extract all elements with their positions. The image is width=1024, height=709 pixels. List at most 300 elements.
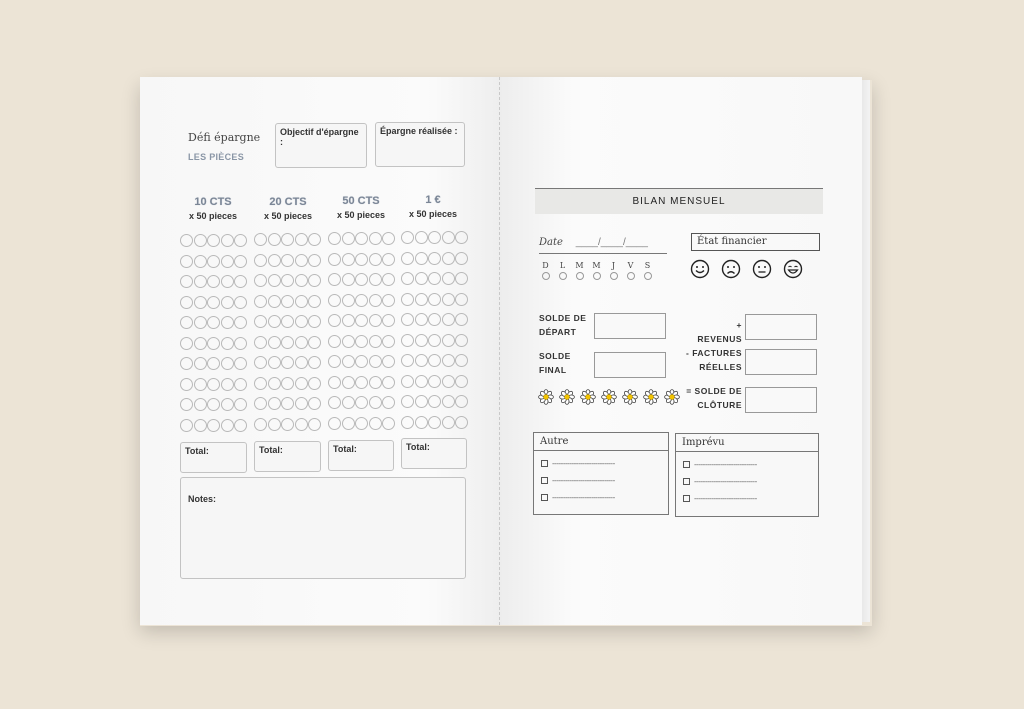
coin-circle[interactable]	[355, 335, 368, 348]
coin-circle[interactable]	[455, 375, 468, 388]
coin-circle[interactable]	[194, 296, 207, 309]
coin-circle[interactable]	[194, 316, 207, 329]
coin-circle[interactable]	[455, 272, 468, 285]
coin-circle[interactable]	[442, 375, 455, 388]
list-item[interactable]	[541, 476, 668, 485]
coin-circle[interactable]	[442, 354, 455, 367]
flower-row	[538, 389, 680, 405]
coin-circle[interactable]	[207, 357, 220, 370]
coin-circle[interactable]	[355, 232, 368, 245]
financial-state-label-box: État financier	[691, 233, 820, 251]
coin-circle[interactable]	[455, 313, 468, 326]
closing-balance-line1: = SOLDE DE	[686, 386, 742, 396]
coin-grid-50cts	[328, 232, 395, 430]
coin-circle[interactable]	[342, 376, 355, 389]
coin-circle[interactable]	[442, 416, 455, 429]
coin-circle[interactable]	[401, 395, 414, 408]
coin-circle[interactable]	[369, 314, 382, 327]
list-item[interactable]	[541, 459, 668, 468]
income-field[interactable]	[745, 314, 817, 340]
coin-circle[interactable]	[355, 294, 368, 307]
coin-circle[interactable]	[221, 337, 234, 350]
denomination-label: 10 CTS	[194, 196, 232, 208]
coin-circle[interactable]	[268, 356, 281, 369]
coin-circle[interactable]	[207, 296, 220, 309]
coin-circle[interactable]	[221, 316, 234, 329]
coin-circle[interactable]	[442, 293, 455, 306]
flower-icon[interactable]	[580, 389, 596, 405]
day-thursday[interactable]	[608, 261, 619, 280]
total-label: Total:	[333, 444, 357, 454]
coin-circle[interactable]	[234, 275, 247, 288]
coin-circle[interactable]	[268, 397, 281, 410]
coin-circle[interactable]	[281, 418, 294, 431]
coin-circle[interactable]	[268, 274, 281, 287]
coin-circle[interactable]	[281, 336, 294, 349]
coin-circle[interactable]	[295, 254, 308, 267]
coin-circle[interactable]	[234, 398, 247, 411]
day-monday[interactable]	[557, 261, 568, 280]
coin-circle[interactable]	[401, 272, 414, 285]
coin-circle[interactable]	[308, 274, 321, 287]
savings-achieved-box[interactable]	[375, 122, 465, 167]
coin-circle[interactable]	[180, 398, 193, 411]
coin-circle[interactable]	[428, 231, 441, 244]
starting-balance-line2: DÉPART	[539, 327, 577, 337]
coin-circle[interactable]	[254, 295, 267, 308]
coin-circle[interactable]	[254, 315, 267, 328]
coin-circle[interactable]	[382, 232, 395, 245]
coin-circle[interactable]	[221, 234, 234, 247]
coin-circle[interactable]	[328, 376, 341, 389]
coin-circle[interactable]	[382, 355, 395, 368]
bills-line1: - FACTURES	[686, 348, 742, 358]
coin-circle[interactable]	[295, 315, 308, 328]
coin-circle[interactable]	[234, 234, 247, 247]
day-wednesday[interactable]	[591, 261, 602, 280]
coin-circle[interactable]	[382, 294, 395, 307]
coin-circle[interactable]	[180, 234, 193, 247]
happy-face-icon[interactable]	[690, 259, 710, 279]
coin-circle[interactable]	[442, 334, 455, 347]
coin-circle[interactable]	[342, 396, 355, 409]
checkbox-icon[interactable]	[541, 460, 548, 467]
coin-circle[interactable]	[207, 419, 220, 432]
notes-box[interactable]	[180, 477, 466, 579]
coin-circle[interactable]	[355, 273, 368, 286]
flower-icon[interactable]	[643, 389, 659, 405]
other-list-box	[533, 432, 669, 515]
savings-goal-box[interactable]	[275, 123, 367, 168]
coin-circle[interactable]	[194, 275, 207, 288]
income-label: + REVENUS	[697, 320, 742, 344]
coin-circle[interactable]	[221, 255, 234, 268]
list-line: -----------------------------	[552, 476, 615, 485]
starting-balance-field[interactable]	[594, 313, 666, 339]
coin-circle[interactable]	[268, 336, 281, 349]
coin-circle[interactable]	[254, 233, 267, 246]
coin-grid-10cts	[180, 234, 247, 432]
coin-circle[interactable]	[428, 354, 441, 367]
coin-circle[interactable]	[328, 335, 341, 348]
total-box-10cts[interactable]	[180, 442, 247, 473]
coin-circle[interactable]	[268, 254, 281, 267]
coin-circle[interactable]	[308, 233, 321, 246]
quantity-label: x 50 pieces	[336, 210, 386, 220]
coin-circle[interactable]	[355, 376, 368, 389]
coin-circle[interactable]	[415, 395, 428, 408]
coin-circle[interactable]	[401, 354, 414, 367]
coin-circle[interactable]	[355, 355, 368, 368]
coin-circle[interactable]	[415, 416, 428, 429]
flower-icon[interactable]	[601, 389, 617, 405]
coin-circle[interactable]	[254, 254, 267, 267]
coin-circle[interactable]	[254, 274, 267, 287]
coin-circle[interactable]	[342, 253, 355, 266]
coin-circle[interactable]	[442, 313, 455, 326]
checkbox-icon[interactable]	[683, 461, 690, 468]
coin-circle[interactable]	[308, 377, 321, 390]
coin-circle[interactable]	[455, 334, 468, 347]
coin-circle[interactable]	[342, 417, 355, 430]
coin-circle[interactable]	[308, 315, 321, 328]
day-tuesday[interactable]	[574, 261, 585, 280]
book-spine	[499, 77, 502, 625]
coin-circle[interactable]	[308, 254, 321, 267]
sad-face-icon[interactable]	[721, 259, 741, 279]
coin-circle[interactable]	[455, 252, 468, 265]
coin-circle[interactable]	[382, 396, 395, 409]
coin-circle[interactable]	[342, 273, 355, 286]
day-dot	[627, 272, 635, 280]
coin-circle[interactable]	[308, 336, 321, 349]
coin-circle[interactable]	[401, 416, 414, 429]
coin-circle[interactable]	[295, 397, 308, 410]
bills-label	[680, 346, 742, 374]
coin-circle[interactable]	[221, 296, 234, 309]
checkbox-icon[interactable]	[683, 495, 690, 502]
coin-circle[interactable]	[207, 234, 220, 247]
coin-circle[interactable]	[428, 395, 441, 408]
coin-circle[interactable]	[455, 354, 468, 367]
coin-circle[interactable]	[180, 296, 193, 309]
day-dot	[542, 272, 550, 280]
coin-circle[interactable]	[442, 272, 455, 285]
coin-circle[interactable]	[355, 417, 368, 430]
coin-circle[interactable]	[342, 335, 355, 348]
coin-circle[interactable]	[281, 397, 294, 410]
day-letter: D	[542, 261, 549, 270]
coin-circle[interactable]	[207, 378, 220, 391]
savings-achieved-label: Épargne réalisée :	[380, 126, 458, 136]
coin-circle[interactable]	[194, 357, 207, 370]
coin-circle[interactable]	[207, 255, 220, 268]
savings-goal-label: Objectif d'épargne :	[280, 127, 359, 147]
flower-icon[interactable]	[559, 389, 575, 405]
unexpected-list-box	[675, 433, 819, 517]
coin-circle[interactable]	[415, 252, 428, 265]
starting-balance-line1: SOLDE DE	[539, 313, 587, 323]
coin-circle[interactable]	[180, 337, 193, 350]
coin-circle[interactable]	[221, 275, 234, 288]
coin-circle[interactable]	[281, 295, 294, 308]
coin-circle[interactable]	[369, 232, 382, 245]
coin-circle[interactable]	[180, 378, 193, 391]
coin-circle[interactable]	[268, 233, 281, 246]
coin-circle[interactable]	[194, 234, 207, 247]
coin-circle[interactable]	[328, 232, 341, 245]
list-item[interactable]	[683, 494, 818, 503]
column-header-50cts	[325, 195, 397, 220]
coin-circle[interactable]	[268, 295, 281, 308]
coin-circle[interactable]	[415, 375, 428, 388]
coin-circle[interactable]	[254, 377, 267, 390]
final-balance-line2: FINAL	[539, 365, 567, 375]
list-item[interactable]	[541, 493, 668, 502]
coin-circle[interactable]	[428, 416, 441, 429]
list-line: -----------------------------	[694, 494, 757, 503]
challenge-subtitle: LES PIÈCES	[188, 152, 245, 162]
coin-circle[interactable]	[369, 355, 382, 368]
coin-circle[interactable]	[428, 375, 441, 388]
coin-circle[interactable]	[328, 273, 341, 286]
coin-circle[interactable]	[382, 376, 395, 389]
closing-balance-label	[680, 384, 742, 412]
coin-circle[interactable]	[328, 253, 341, 266]
coin-circle[interactable]	[254, 336, 267, 349]
quantity-label: x 50 pieces	[408, 209, 458, 219]
coin-circle[interactable]	[401, 293, 414, 306]
coin-circle[interactable]	[281, 274, 294, 287]
coin-circle[interactable]	[369, 396, 382, 409]
date-underline	[539, 253, 667, 254]
coin-circle[interactable]	[281, 356, 294, 369]
final-balance-field[interactable]	[594, 352, 666, 378]
list-line: -----------------------------	[694, 477, 757, 486]
coin-circle[interactable]	[194, 255, 207, 268]
coin-circle[interactable]	[415, 272, 428, 285]
coin-circle[interactable]	[221, 357, 234, 370]
coin-circle[interactable]	[428, 272, 441, 285]
column-header-10cts	[177, 196, 249, 221]
date-field[interactable]	[539, 237, 648, 248]
coin-circle[interactable]	[442, 231, 455, 244]
coin-circle[interactable]	[415, 334, 428, 347]
coin-circle[interactable]	[295, 418, 308, 431]
coin-circle[interactable]	[194, 398, 207, 411]
coin-circle[interactable]	[355, 253, 368, 266]
coin-circle[interactable]	[295, 377, 308, 390]
coin-circle[interactable]	[268, 315, 281, 328]
coin-circle[interactable]	[382, 335, 395, 348]
coin-circle[interactable]	[369, 273, 382, 286]
coin-circle[interactable]	[281, 254, 294, 267]
closing-balance-line2: CLÔTURE	[697, 400, 742, 410]
total-box-20cts[interactable]	[254, 441, 321, 472]
coin-circle[interactable]	[295, 274, 308, 287]
coin-grid-1euro	[401, 231, 468, 429]
coin-circle[interactable]	[234, 357, 247, 370]
denomination-label: 20 CTS	[269, 196, 307, 208]
coin-circle[interactable]	[369, 376, 382, 389]
coin-circle[interactable]	[342, 355, 355, 368]
coin-circle[interactable]	[295, 295, 308, 308]
day-letter: S	[644, 261, 651, 270]
grinning-face-icon[interactable]	[783, 259, 803, 279]
coin-circle[interactable]	[234, 296, 247, 309]
coin-circle[interactable]	[234, 316, 247, 329]
coin-circle[interactable]	[180, 255, 193, 268]
coin-circle[interactable]	[234, 419, 247, 432]
coin-circle[interactable]	[295, 356, 308, 369]
final-balance-label	[539, 349, 571, 377]
coin-circle[interactable]	[382, 273, 395, 286]
coin-circle[interactable]	[382, 417, 395, 430]
total-box-1euro[interactable]	[401, 438, 467, 469]
coin-circle[interactable]	[369, 253, 382, 266]
coin-circle[interactable]	[328, 314, 341, 327]
coin-circle[interactable]	[382, 314, 395, 327]
day-dot	[610, 272, 618, 280]
coin-circle[interactable]	[180, 316, 193, 329]
bills-field[interactable]	[745, 349, 817, 375]
coin-circle[interactable]	[382, 253, 395, 266]
coin-circle[interactable]	[342, 294, 355, 307]
coin-circle[interactable]	[268, 418, 281, 431]
coin-circle[interactable]	[194, 378, 207, 391]
notes-label: Notes:	[188, 494, 217, 504]
coin-circle[interactable]	[415, 231, 428, 244]
checkbox-icon[interactable]	[683, 478, 690, 485]
neutral-face-icon[interactable]	[752, 259, 772, 279]
coin-circle[interactable]	[308, 418, 321, 431]
checkbox-icon[interactable]	[541, 477, 548, 484]
coin-circle[interactable]	[428, 334, 441, 347]
day-dot	[593, 272, 601, 280]
coin-circle[interactable]	[308, 397, 321, 410]
denomination-label: 1 €	[425, 194, 441, 206]
coin-circle[interactable]	[295, 336, 308, 349]
coin-circle[interactable]	[281, 377, 294, 390]
coin-circle[interactable]	[295, 233, 308, 246]
coin-circle[interactable]	[180, 419, 193, 432]
other-list-title: Autre	[534, 433, 668, 451]
list-item[interactable]	[683, 460, 818, 469]
coin-circle[interactable]	[328, 355, 341, 368]
coin-circle[interactable]	[415, 354, 428, 367]
coin-circle[interactable]	[455, 395, 468, 408]
coin-circle[interactable]	[180, 275, 193, 288]
coin-circle[interactable]	[328, 396, 341, 409]
coin-circle[interactable]	[355, 314, 368, 327]
date-placeholder: ____/____/____	[575, 237, 648, 248]
coin-circle[interactable]	[281, 233, 294, 246]
coin-circle[interactable]	[401, 334, 414, 347]
checkbox-icon[interactable]	[541, 494, 548, 501]
coin-circle[interactable]	[207, 337, 220, 350]
list-item[interactable]	[683, 477, 818, 486]
coin-circle[interactable]	[401, 252, 414, 265]
coin-circle[interactable]	[428, 293, 441, 306]
day-sunday[interactable]	[540, 261, 551, 280]
coin-circle[interactable]	[221, 419, 234, 432]
coin-circle[interactable]	[194, 337, 207, 350]
coin-circle[interactable]	[207, 316, 220, 329]
coin-circle[interactable]	[355, 396, 368, 409]
coin-circle[interactable]	[401, 375, 414, 388]
day-letter: L	[559, 261, 566, 270]
coin-circle[interactable]	[428, 313, 441, 326]
coin-circle[interactable]	[308, 356, 321, 369]
coin-circle[interactable]	[415, 313, 428, 326]
challenge-title: Défi épargne	[188, 131, 261, 144]
day-letter: M	[575, 261, 584, 270]
coin-circle[interactable]	[401, 231, 414, 244]
coin-circle[interactable]	[281, 315, 294, 328]
coin-circle[interactable]	[342, 232, 355, 245]
total-label: Total:	[406, 442, 430, 452]
flower-icon[interactable]	[622, 389, 638, 405]
coin-circle[interactable]	[234, 255, 247, 268]
coin-circle[interactable]	[234, 337, 247, 350]
total-box-50cts[interactable]	[328, 440, 394, 471]
coin-circle[interactable]	[180, 357, 193, 370]
date-label: Date	[539, 237, 563, 248]
day-dot	[576, 272, 584, 280]
coin-circle[interactable]	[455, 231, 468, 244]
coin-circle[interactable]	[401, 313, 414, 326]
coin-circle[interactable]	[221, 398, 234, 411]
coin-circle[interactable]	[415, 293, 428, 306]
day-letter: J	[611, 261, 616, 270]
coin-circle[interactable]	[369, 294, 382, 307]
quantity-label: x 50 pieces	[263, 211, 313, 221]
day-saturday[interactable]	[642, 261, 653, 280]
coin-circle[interactable]	[234, 378, 247, 391]
flower-icon[interactable]	[664, 389, 680, 405]
total-label: Total:	[185, 446, 209, 456]
column-header-20cts	[252, 196, 324, 221]
closing-balance-field[interactable]	[745, 387, 817, 413]
coin-circle[interactable]	[254, 356, 267, 369]
coin-circle[interactable]	[442, 395, 455, 408]
flower-icon[interactable]	[538, 389, 554, 405]
coin-circle[interactable]	[442, 252, 455, 265]
day-dot	[559, 272, 567, 280]
coin-circle[interactable]	[369, 335, 382, 348]
coin-circle[interactable]	[207, 275, 220, 288]
coin-circle[interactable]	[428, 252, 441, 265]
coin-circle[interactable]	[308, 295, 321, 308]
coin-circle[interactable]	[342, 314, 355, 327]
coin-circle[interactable]	[194, 419, 207, 432]
day-friday[interactable]	[625, 261, 636, 280]
coin-circle[interactable]	[455, 416, 468, 429]
coin-circle[interactable]	[221, 378, 234, 391]
coin-circle[interactable]	[328, 294, 341, 307]
coin-circle[interactable]	[328, 417, 341, 430]
coin-circle[interactable]	[369, 417, 382, 430]
coin-circle[interactable]	[207, 398, 220, 411]
coin-circle[interactable]	[455, 293, 468, 306]
coin-circle[interactable]	[254, 397, 267, 410]
coin-circle[interactable]	[268, 377, 281, 390]
final-balance-line1: SOLDE	[539, 351, 571, 361]
list-line: -----------------------------	[552, 493, 615, 502]
day-letter: M	[592, 261, 601, 270]
monthly-summary-title: BILAN MENSUEL	[632, 196, 726, 207]
coin-circle[interactable]	[254, 418, 267, 431]
